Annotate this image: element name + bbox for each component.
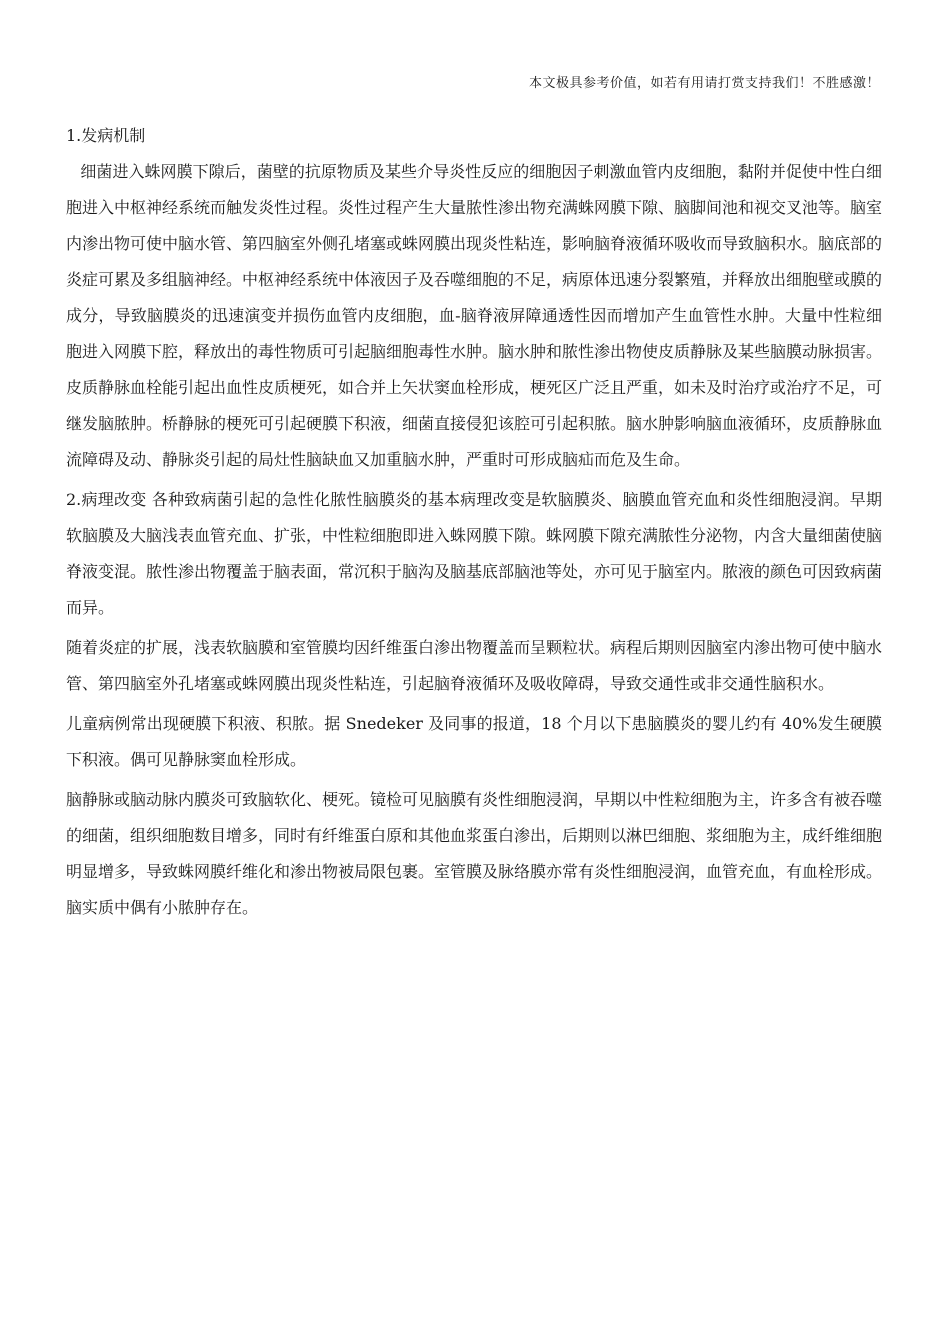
paragraph-microscopy: 脑静脉或脑动脉内膜炎可致脑软化、梗死。镜检可见脑膜有炎性细胞浸润，早期以中性粒细胞为主，许多含有被吞噬的细菌，组织细胞数目增多，同时有纤维蛋白原和其他血浆蛋白渗出，后期则以淋巴细胞、浆细胞为主，成纤维细胞明显增多，导致蛛网膜纤维化和渗出物被局限包裹。室管膜及脉络膜亦常有炎性细胞浸润，血管充血，有血栓形成。脑实质中偶有小脓肿存在。 [66,790,883,917]
paragraph-subdural-effusion: 儿童病例常出现硬膜下积液、积脓。据 Snedeker 及同事的报道，18 个月以下患脑膜炎的婴儿约有 40%发生硬膜下积液。偶可见静脉窦血栓形成。 [66,714,882,769]
paragraph-pathology: 2.病理改变 各种致病菌引起的急性化脓性脑膜炎的基本病理改变是软脑膜炎、脑膜血管充血和炎性细胞浸润。早期软脑膜及大脑浅表血管充血、扩张，中性粒细胞即进入蛛网膜下隙。蛛网膜下隙充满脓性分泌物，内含大量细菌使脑脊液变混。脓性渗出物覆盖于脑表面，常沉积于脑沟及脑基底部脑池等处，亦可见于脑室内。脓液的颜色可因致病菌而异。 [66,490,883,617]
header-note: 本文极具参考价值，如若有用请打赏支持我们！不胜感激！ [528,76,880,91]
document-body [66,118,882,926]
section-heading-pathogenesis: 1.发病机制 [66,126,146,145]
paragraph-inflammation-spread: 随着炎症的扩展，浅表软脑膜和室管膜均因纤维蛋白渗出物覆盖而呈颗粒状。病程后期则因脑室内渗出物可使中脑水管、第四脑室外孔堵塞或蛛网膜出现炎性粘连，引起脑脊液循环及吸收障碍，导致交通性或非交通性脑积水。 [66,638,883,693]
paragraph-pathogenesis: 细菌进入蛛网膜下隙后，菌壁的抗原物质及某些介导炎性反应的细胞因子刺激血管内皮细胞，黏附并促使中性白细胞进入中枢神经系统而触发炎性过程。炎性过程产生大量脓性渗出物充满蛛网膜下隙、脑脚间池和视交叉池等。脑室内渗出物可使中脑水管、第四脑室外侧孔堵塞或蛛网膜出现炎性粘连，影响脑脊液循环吸收而导致脑积水。脑底部的炎症可累及多组脑神经。中枢神经系统中体液因子及吞噬细胞的不足，病原体迅速分裂繁殖，并释放出细胞壁或膜的成分，导致脑膜炎的迅速演变并损伤血管内皮细胞，血-脑脊液屏障通透性因而增加产生血管性水肿。大量中性粒细胞进入网膜下腔，释放出的毒性物质可引起脑细胞毒性水肿。脑水肿和脓性渗出物使皮质静脉及某些脑膜动脉损害。皮质静脉血栓能引起出血性皮质梗死，如合并上矢状窦血栓形成，梗死区广泛且严重，如未及时治疗或治疗不足，可继发脑脓肿。桥静脉的梗死可引起硬膜下积液，细菌直接侵犯该腔可引起积脓。脑水肿影响脑血液循环，皮质静脉血流障碍及动、静脉炎引起的局灶性脑缺血又加重脑水肿，严重时可形成脑疝而危及生命。 [66,162,883,469]
